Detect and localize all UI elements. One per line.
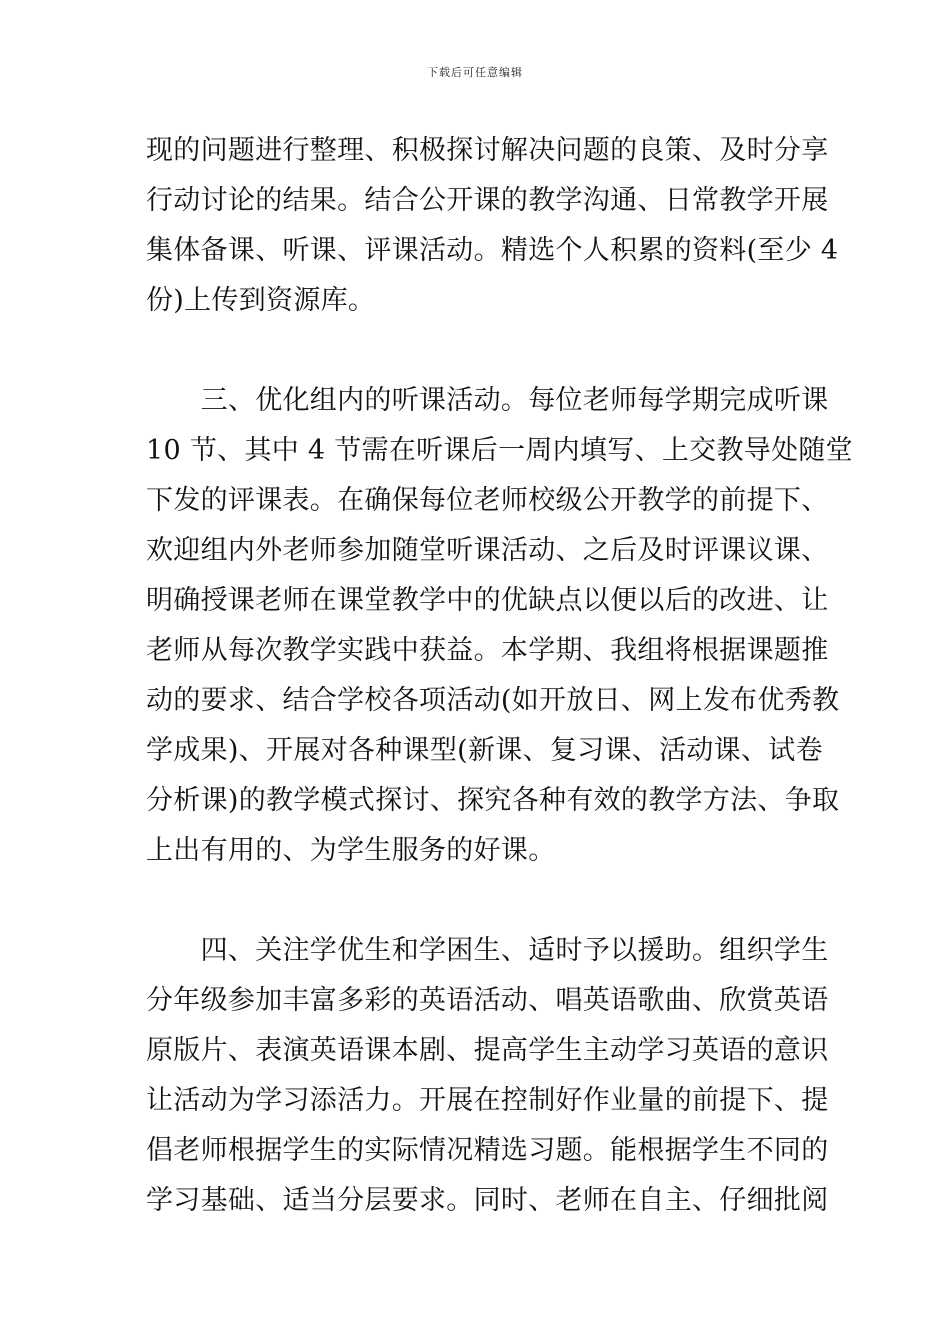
text-line: 欢迎组内外老师参加随堂听课活动、之后及时评课议课、 <box>146 535 829 566</box>
text-line: 分析课)的教学模式探讨、探究各种有效的教学方法、争取 <box>146 785 840 816</box>
text-line: 10 节、其中 4 节需在听课后一周内填写、上交教导处随堂 <box>146 435 853 466</box>
paragraph <box>146 926 829 1226</box>
text-line: 四、关注学优生和学困生、适时予以援助。组织学生 <box>146 935 829 966</box>
text-line: 学习基础、适当分层要求。同时、老师在自主、仔细批阅 <box>146 1185 829 1216</box>
text-line: 行动讨论的结果。结合公开课的教学沟通、日常教学开展 <box>146 185 829 216</box>
text-line: 分年级参加丰富多彩的英语活动、唱英语歌曲、欣赏英语 <box>146 985 829 1016</box>
text-line: 学成果)、开展对各种课型(新课、复习课、活动课、试卷 <box>146 735 823 766</box>
text-line: 份)上传到资源库。 <box>146 285 376 316</box>
paragraph <box>146 126 839 326</box>
paragraph-gap <box>146 326 811 376</box>
text-line: 上出有用的、为学生服务的好课。 <box>146 835 556 866</box>
text-line: 明确授课老师在课堂教学中的优缺点以便以后的改进、让 <box>146 585 829 616</box>
text-line: 倡老师根据学生的实际情况精选习题。能根据学生不同的 <box>146 1135 829 1166</box>
text-line: 三、优化组内的听课活动。每位老师每学期完成听课 <box>146 385 829 416</box>
page-header: 下载后可任意编辑 <box>427 66 523 79</box>
paragraph-gap <box>146 876 811 926</box>
paragraph <box>146 376 853 876</box>
document-body <box>146 126 853 1226</box>
text-line: 动的要求、结合学校各项活动(如开放日、网上发布优秀教 <box>146 685 840 716</box>
text-line: 集体备课、听课、评课活动。精选个人积累的资料(至少 4 <box>146 235 839 266</box>
text-line: 现的问题进行整理、积极探讨解决问题的良策、及时分享 <box>146 135 829 166</box>
text-line: 下发的评课表。在确保每位老师校级公开教学的前提下、 <box>146 485 829 516</box>
text-line: 让活动为学习添活力。开展在控制好作业量的前提下、提 <box>146 1085 829 1116</box>
text-line: 原版片、表演英语课本剧、提高学生主动学习英语的意识 <box>146 1035 829 1066</box>
text-line: 老师从每次教学实践中获益。本学期、我组将根据课题推 <box>146 635 829 666</box>
